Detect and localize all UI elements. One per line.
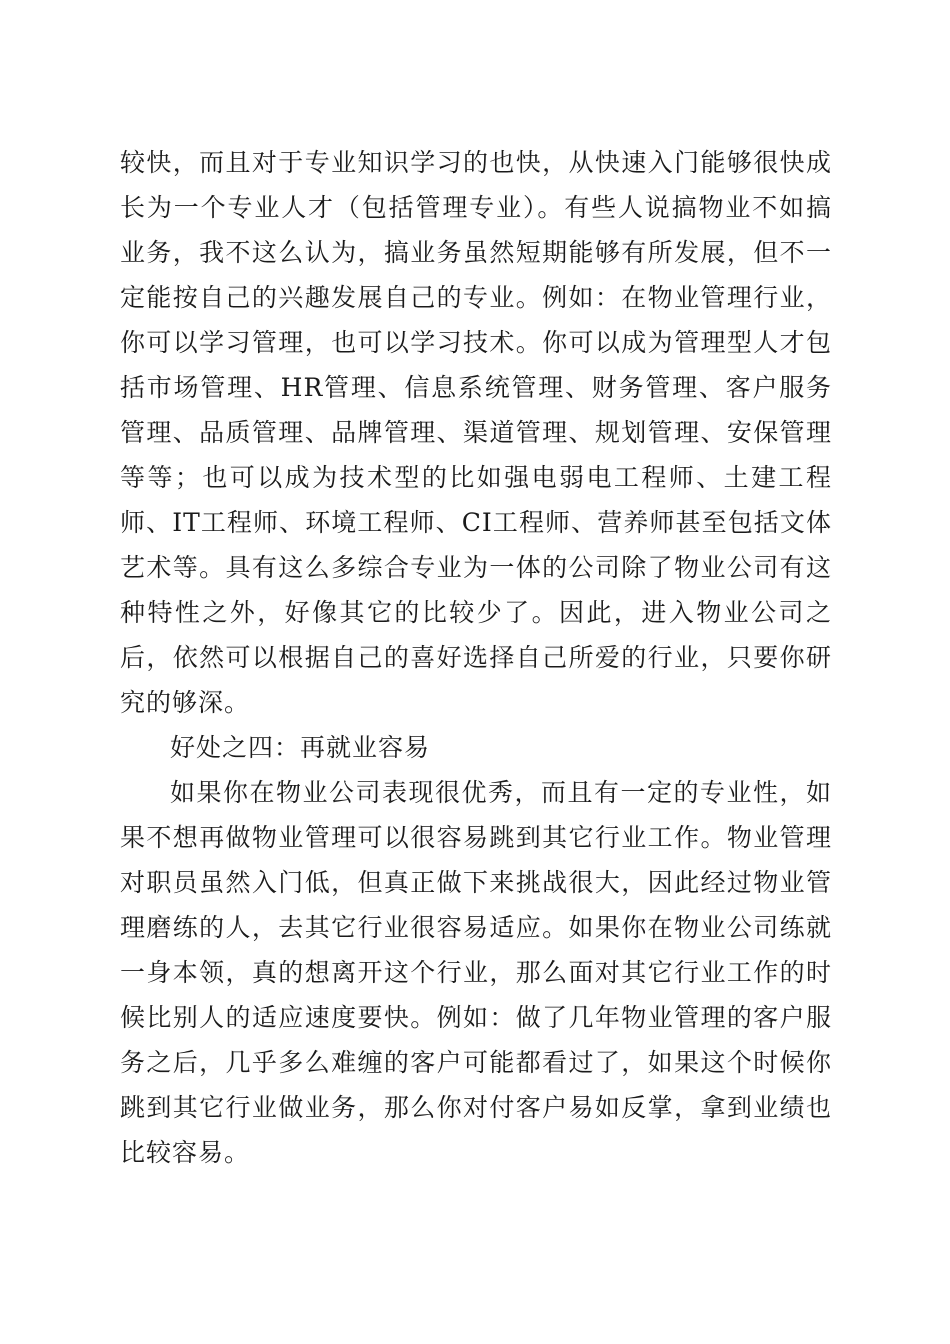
document-body xyxy=(120,140,832,1175)
paragraph-reemployment: 如果你在物业公司表现很优秀，而且有一定的专业性，如果不想再做物业管理可以很容易跳到其它行业工作。物业管理对职员虽然入门低，但真正做下来挑战很大，因此经过物业管理磨练的人，去其它行业很容易适应。如果你在物业公司练就一身本领，真的想离开这个行业，那么面对其它行业工作的时候比别人的适应速度要快。例如：做了几年物业管理的客户服务之后，几乎多么难缠的客户可能都看过了，如果这个时候你跳到其它行业做业务，那么你对付客户易如反掌，拿到业绩也比较容易。 xyxy=(120,778,832,1167)
paragraph-continuation: 较快，而且对于专业知识学习的也快，从快速入门能够很快成长为一个专业人才（包括管理专业）。有些人说搞物业不如搞业务，我不这么认为，搞业务虽然短期能够有所发展，但不一定能按自己的兴趣发展自己的专业。例如：在物业管理行业，你可以学习管理，也可以学习技术。你可以成为管理型人才包括市场管理、HR管理、信息系统管理、财务管理、客户服务管理、品质管理、品牌管理、渠道管理、规划管理、安保管理等等；也可以成为技术型的比如强电弱电工程师、土建工程师、IT工程师、环境工程师、CI工程师、营养师甚至包括文体艺术等。具有这么多综合专业为一体的公司除了物业公司有这种特性之外，好像其它的比较少了。因此，进入物业公司之后，依然可以根据自己的喜好选择自己所爱的行业，只要你研究的够深。 xyxy=(120,148,832,717)
section-heading: 好处之四：再就业容易 xyxy=(170,733,431,762)
